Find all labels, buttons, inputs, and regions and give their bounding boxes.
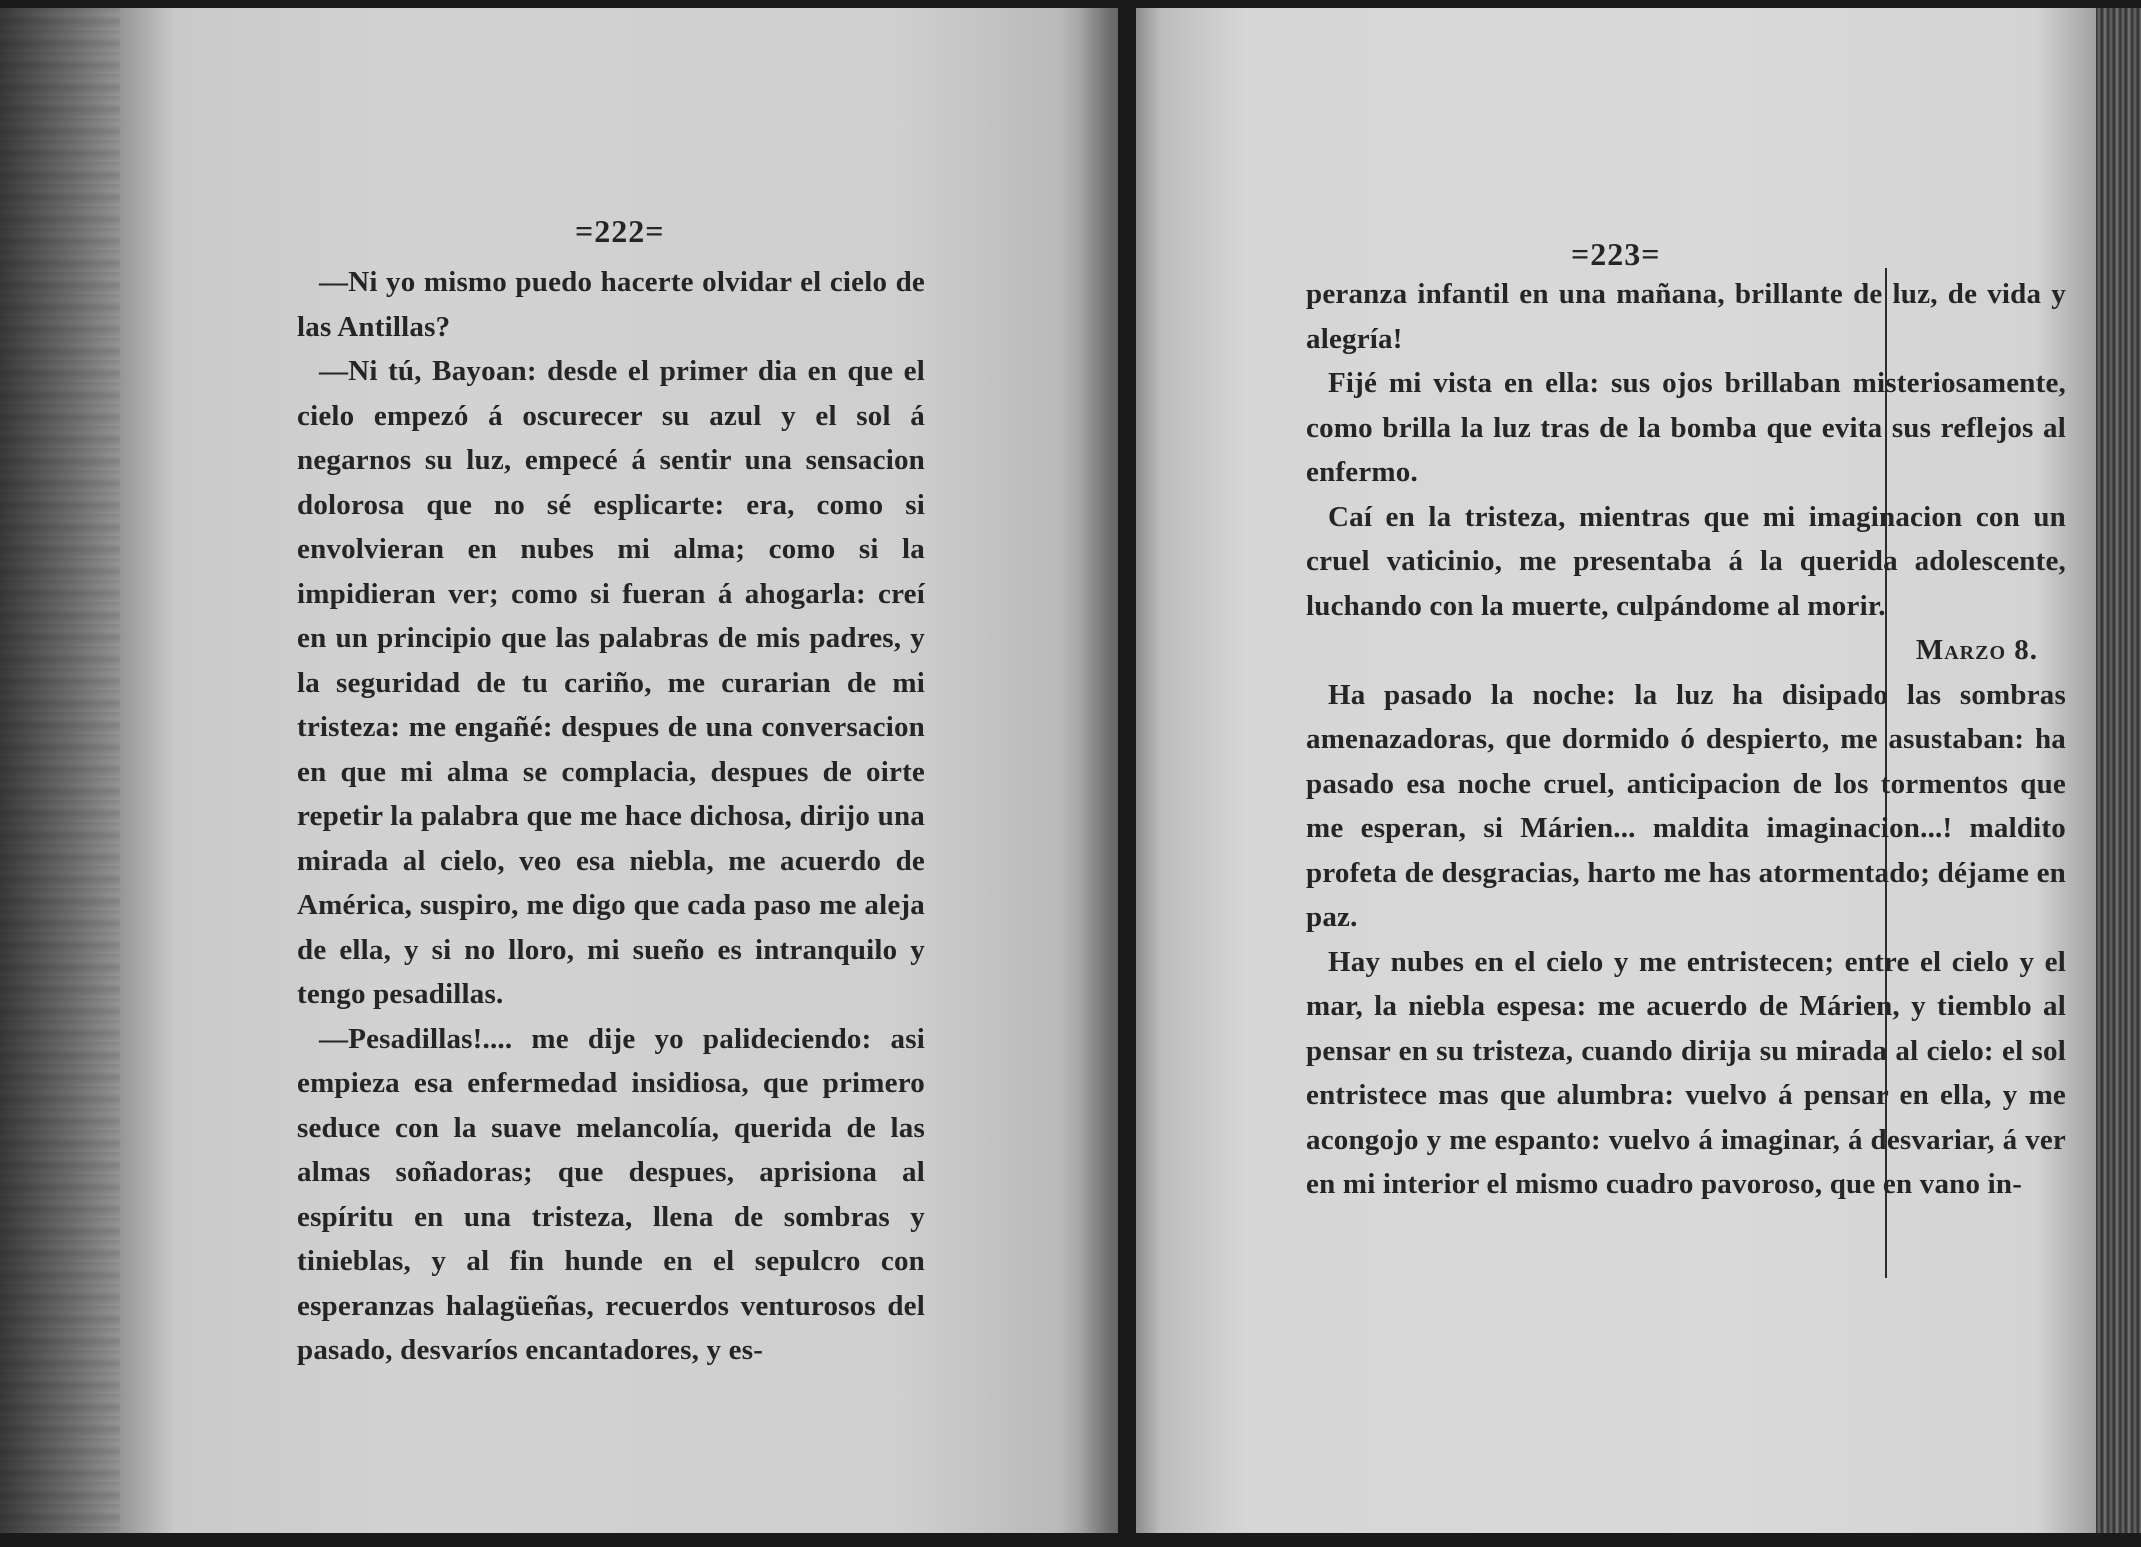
right-page-edge: [2096, 8, 2141, 1533]
right-paragraph-2: Fijé mi vista en ella: sus ojos brillaban misteriosamente, como brilla la luz tras de la bomba que evita sus reflejos al enfermo.: [1306, 367, 2066, 488]
left-page: [0, 8, 1118, 1533]
left-page-number: =222=: [575, 213, 665, 249]
right-paragraph-1: peranza infantil en una mañana, brillante de luz, de vida y alegría!: [1306, 278, 2066, 355]
left-page-edge-shading: [0, 8, 120, 1533]
right-paragraph-4: Ha pasado la noche: la luz ha disipado las sombras amenazadoras, que dormido ó despierto, me asustaban: ha pasado esa noche cruel, anticipacion de los tormentos que me esperan, si Márien... maldita imaginacion...! maldito profeta de desgracias, harto me has atormentado; déjame en paz.: [1306, 678, 2066, 933]
right-paragraph-3: Caí en la tristeza, mientras que mi imaginacion con un cruel vaticinio, me presentaba á la querida adolescente, luchando con la muerte, culpándome al morir.: [1306, 500, 2066, 622]
right-page-text: [1306, 272, 2066, 1207]
left-gutter-shadow: [1078, 8, 1118, 1533]
right-paragraph-5: Hay nubes en el cielo y me entristecen; entre el cielo y el mar, la niebla espesa: me acuerdo de Márien, y tiemblo al pensar en su tristeza, cuando dirija su mirada al cielo: el sol entristece mas que alumbra: vuelvo á pensar en ella, y me acongojo y me espanto: vuelvo á imaginar, á desvariar, á ver en mi interior el mismo cuadro pavoroso, que en vano in-: [1306, 945, 2066, 1200]
right-page-number: =223=: [1571, 236, 1661, 272]
left-paragraph-2: —Ni tú, Bayoan: desde el primer dia en que el cielo empezó á oscurecer su azul y el sol á negarnos su luz, empecé á sentir una sensacion dolorosa que no sé esplicarte: era, como si envolvieran en nubes mi alma; como si la impidieran ver; como si fueran á ahogarla: creí en un principio que las palabras de mis padres, y la seguridad de tu cariño, me curarian de mi tristeza: me engañé: despues de una conversacion en que mi alma se complacia, despues de oirte repetir la palabra que me hace dichosa, dirijo una mirada al cielo, veo esa niebla, me acuerdo de América, suspiro, me digo que cada paso me aleja de ella, y si no lloro, mi sueño es intranquilo y tengo pesadillas.: [297, 355, 925, 1010]
left-paragraph-1: —Ni yo mismo puedo hacerte olvidar el cielo de las Antillas?: [297, 266, 925, 343]
entry-date-heading: Marzo 8.: [1915, 634, 2038, 666]
right-page: [1136, 8, 2141, 1533]
left-paragraph-3: —Pesadillas!.... me dije yo palideciendo: asi empieza esa enfermedad insidiosa, que primero seduce con la suave melancolía, querida de las almas soñadoras; que despues, aprisiona al espíritu en una tristeza, llena de sombras y tinieblas, y al fin hunde en el sepulcro con esperanzas halagüeñas, recuerdos venturosos del pasado, desvaríos encantadores, y es-: [297, 1022, 925, 1366]
left-page-text: [297, 260, 925, 1373]
